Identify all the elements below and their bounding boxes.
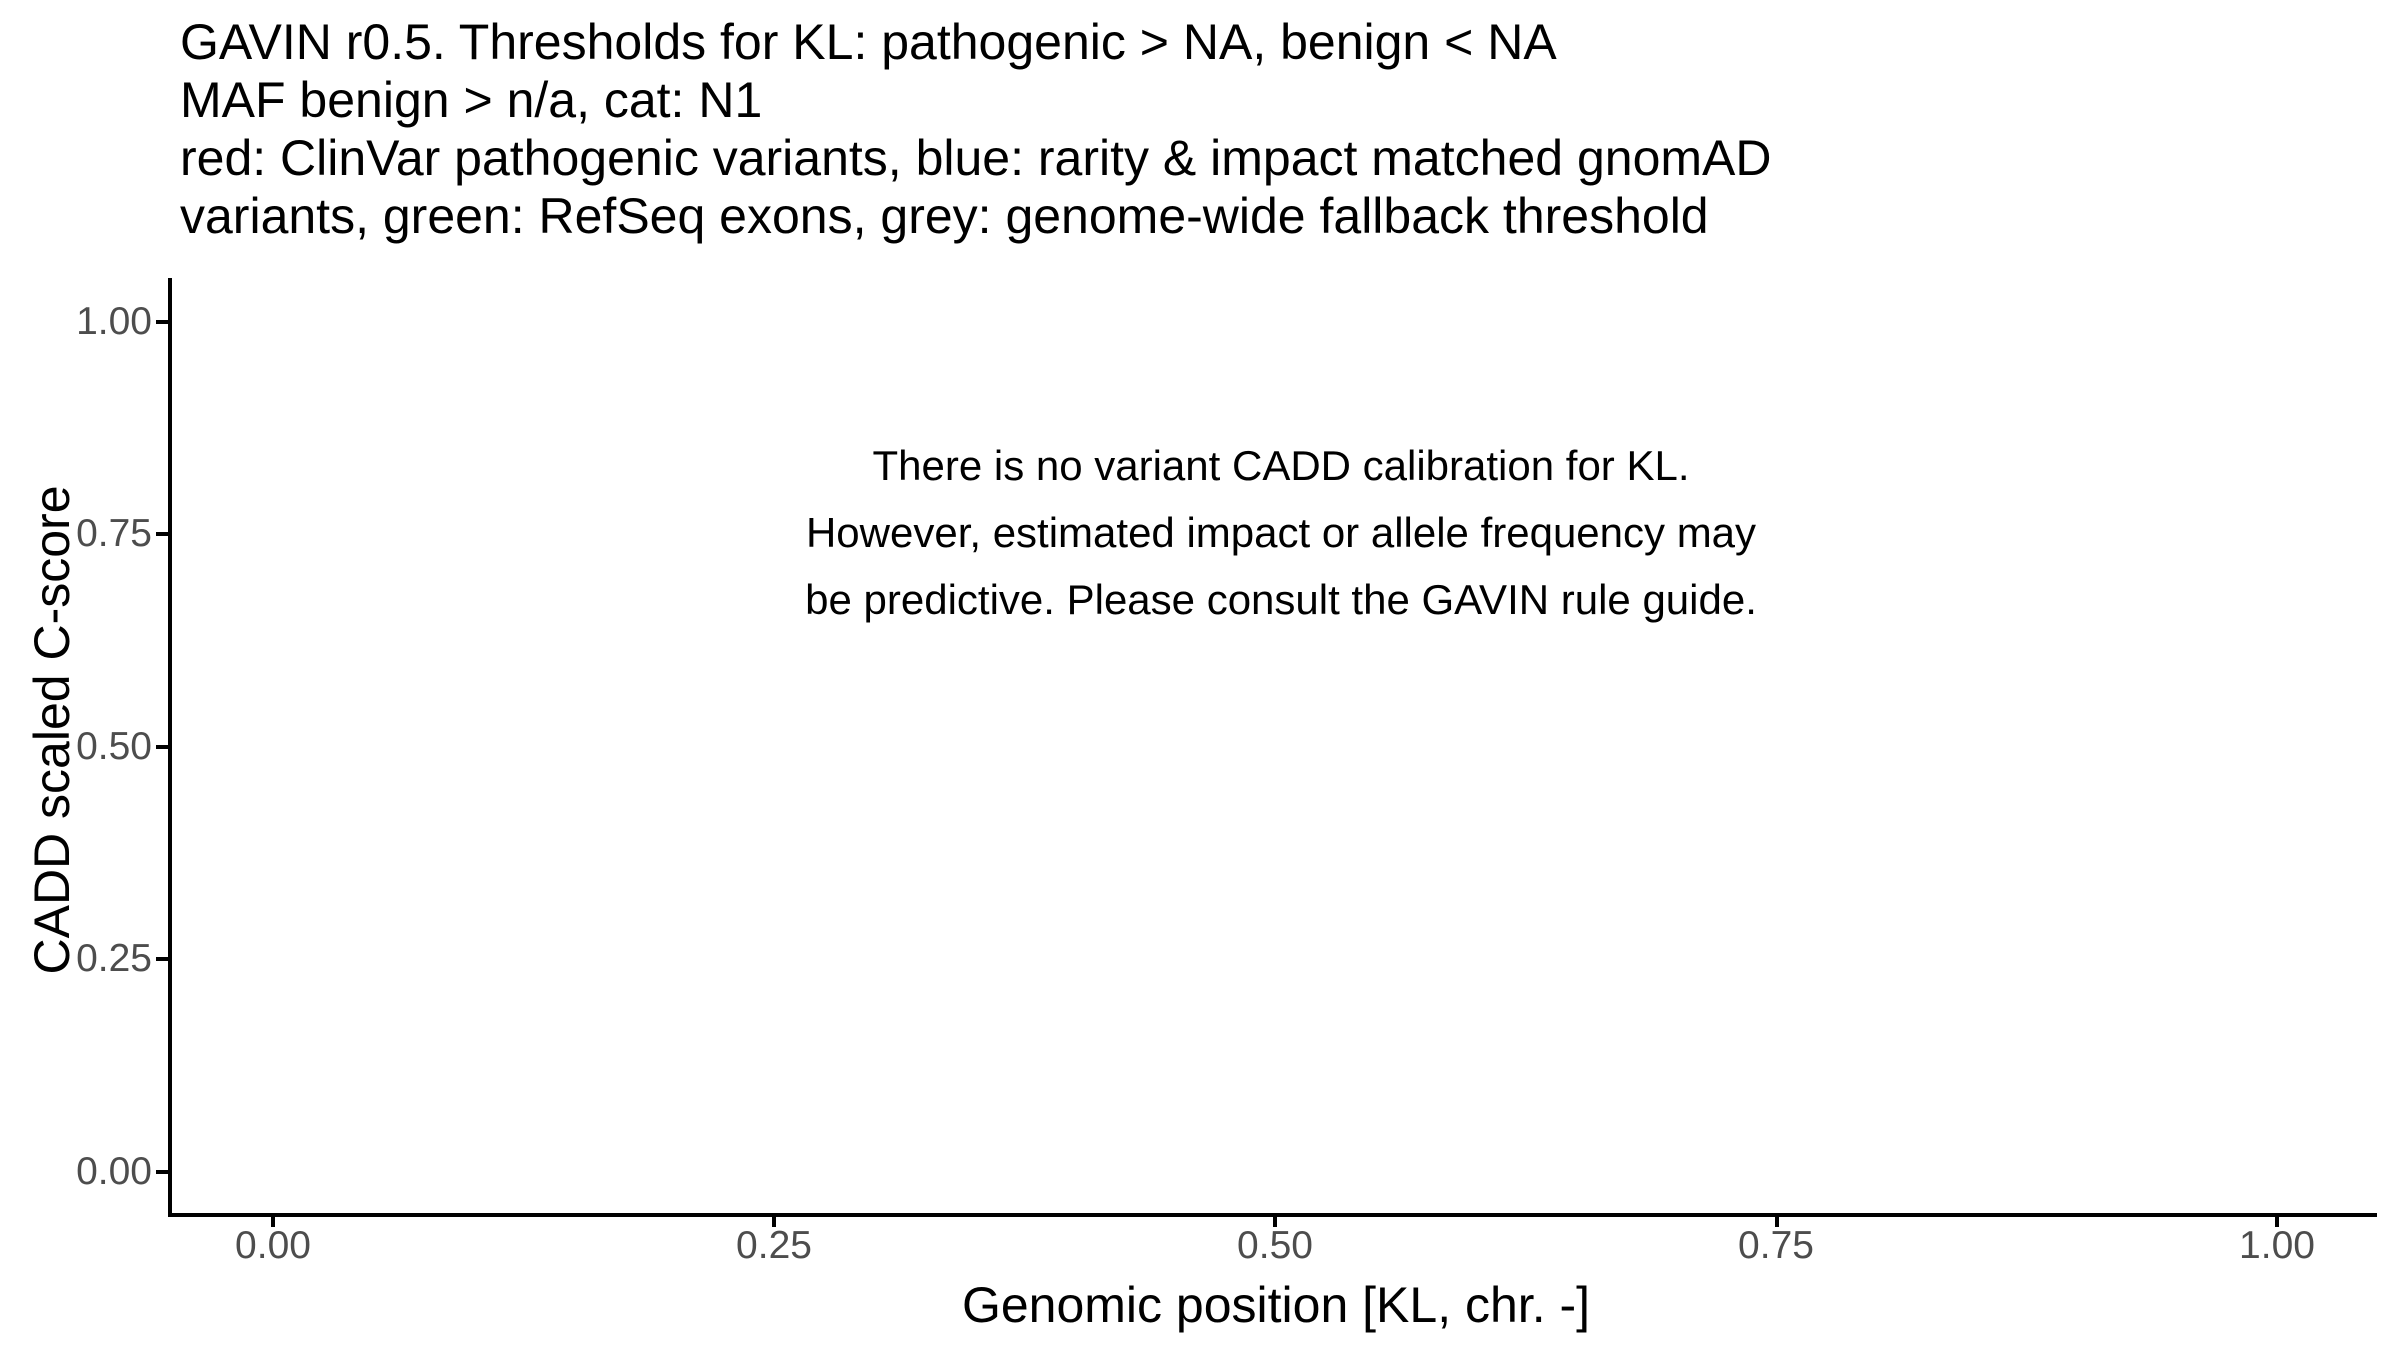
y-tick-mark-0.50 bbox=[156, 745, 168, 749]
annotation-line-2: However, estimated impact or allele frequency may bbox=[805, 509, 1757, 556]
y-tick-label-0.25: 0.25 bbox=[76, 937, 152, 980]
x-tick-label-0.75: 0.75 bbox=[1738, 1224, 1814, 1267]
chart-title-line-4: variants, green: RefSeq exons, grey: genome-wide fallback threshold bbox=[180, 188, 1709, 244]
x-tick-label-1.00: 1.00 bbox=[2239, 1224, 2315, 1267]
y-tick-mark-0.25 bbox=[156, 957, 168, 961]
x-tick-label-0.50: 0.50 bbox=[1237, 1224, 1313, 1267]
chart-title bbox=[180, 13, 1771, 245]
y-tick-mark-1.00 bbox=[156, 320, 168, 324]
y-axis-title: CADD scaled C-score bbox=[24, 485, 80, 975]
annotation-line-1: There is no variant CADD calibration for KL. bbox=[872, 442, 1690, 489]
y-tick-label-0.50: 0.50 bbox=[76, 725, 152, 768]
plot-panel bbox=[172, 278, 2377, 1213]
y-tick-mark-0.75 bbox=[156, 532, 168, 536]
x-axis-title: Genomic position [KL, chr. -] bbox=[961, 1277, 1591, 1333]
no-calibration-annotation bbox=[681, 432, 1881, 633]
chart-title-line-2: MAF benign > n/a, cat: N1 bbox=[180, 72, 763, 128]
chart-title-line-1: GAVIN r0.5. Thresholds for KL: pathogenic > NA, benign < NA bbox=[180, 14, 1557, 70]
y-tick-label-0.75: 0.75 bbox=[76, 512, 152, 555]
annotation-line-3: be predictive. Please consult the GAVIN rule guide. bbox=[805, 576, 1757, 623]
chart-title-line-3: red: ClinVar pathogenic variants, blue: rarity & impact matched gnomAD bbox=[180, 130, 1772, 186]
y-tick-mark-0.00 bbox=[156, 1170, 168, 1174]
y-tick-label-1.00: 1.00 bbox=[76, 300, 152, 343]
y-axis-line bbox=[168, 278, 172, 1217]
x-tick-label-0.00: 0.00 bbox=[235, 1224, 311, 1267]
y-tick-label-0.00: 0.00 bbox=[76, 1150, 152, 1193]
x-tick-label-0.25: 0.25 bbox=[736, 1224, 812, 1267]
